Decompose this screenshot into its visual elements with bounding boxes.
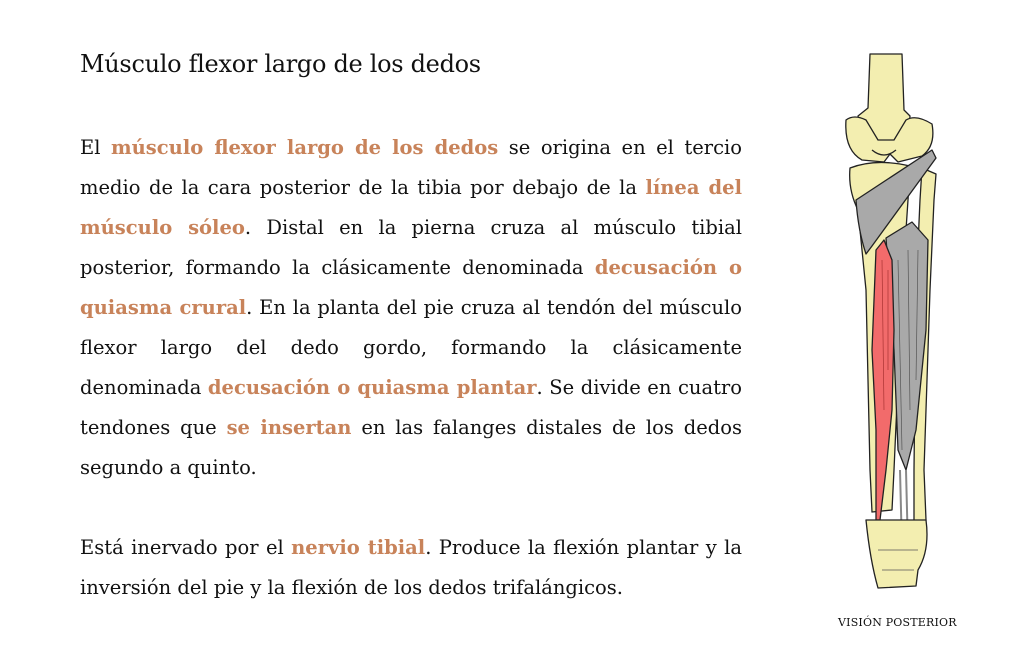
link-decusacion-quiasma-crural[interactable]: decusación o quiasma crural	[80, 256, 742, 319]
link-nervio-tibial[interactable]: nervio tibial	[291, 536, 426, 559]
page-title: Músculo flexor largo de los dedos	[80, 50, 481, 78]
leg-posterior-illustration	[836, 50, 948, 598]
text-span: . Se divide en cuatro tendones que	[80, 376, 742, 439]
text-span: se origina en el tercio medio de la cara posterior de la tibia por debajo de la	[80, 136, 743, 199]
text-span: . En la planta del pie cruza al tendón del músculo flexor largo del dedo gordo, formando la clásicamente denominada	[80, 296, 742, 399]
text-span: . Distal en la pierna cruza al músculo tibial posterior, formando la clásicamente denominada	[80, 216, 742, 279]
link-decusacion-quiasma-plantar[interactable]: decusación o quiasma plantar	[207, 376, 537, 399]
link-se-insertan[interactable]: se insertan	[226, 416, 352, 439]
text-span: . Produce la flexión plantar y la inversión del pie y la flexión de los dedos trifalángicos.	[80, 536, 742, 599]
article-body	[80, 128, 742, 608]
paragraph-1	[80, 128, 742, 488]
text-span: en las falanges distales de los dedos segundo a quinto.	[80, 416, 742, 479]
link-musculo-flexor-largo-de-los-dedos[interactable]: músculo flexor largo de los dedos	[110, 136, 499, 159]
foot-bones	[866, 520, 927, 588]
link-linea-del-musculo-soleo[interactable]: línea del músculo sóleo	[80, 176, 742, 239]
text-span: Está inervado por el	[80, 536, 292, 559]
text-span: El	[80, 136, 111, 159]
figure-caption: VISIÓN POSTERIOR	[838, 616, 957, 629]
paragraph-2	[80, 528, 742, 608]
